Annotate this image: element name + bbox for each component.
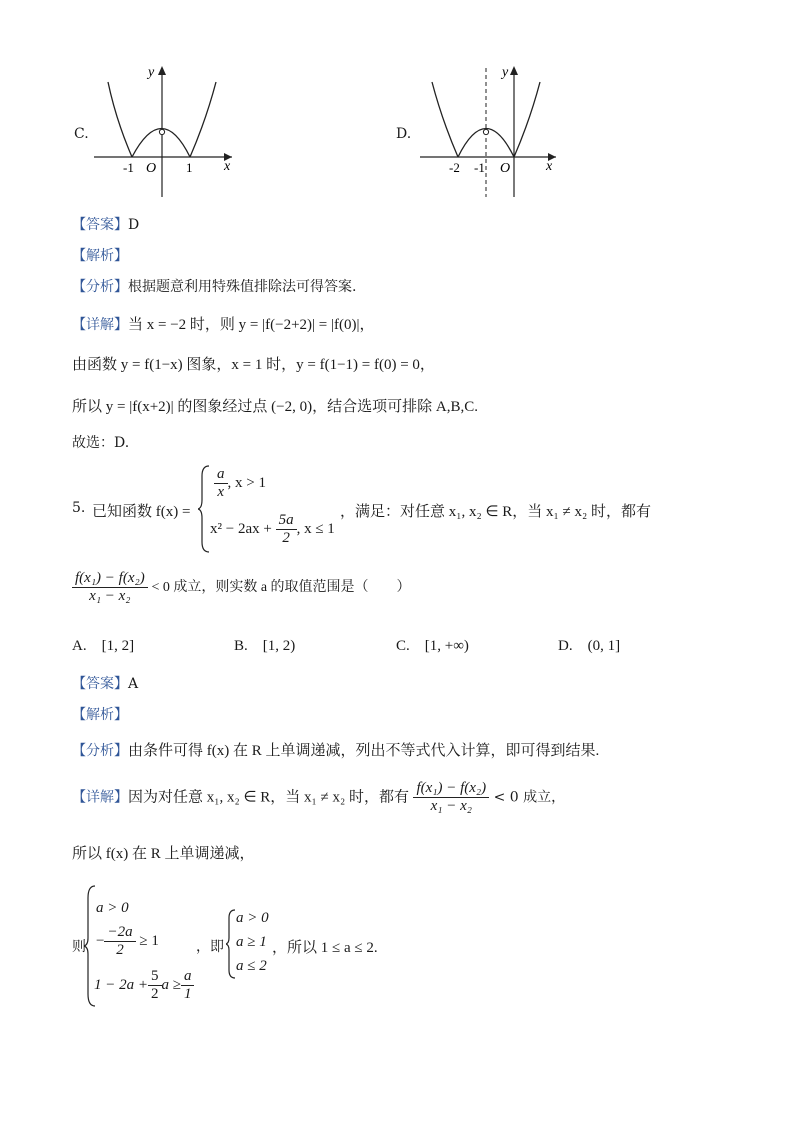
detail-frac-den: x₁ − x₂	[430, 798, 472, 814]
q5-stem-b: ，满足：对任意 x₁, x₂ ∈ R，当 x₁ ≠ x₂ 时，都有	[340, 504, 651, 520]
open-point	[159, 129, 164, 134]
ze-label: 则	[72, 939, 86, 955]
q5-condition-line	[72, 570, 411, 605]
origin-label: O	[500, 161, 511, 176]
answer-tag: 【答案】	[72, 217, 128, 233]
x-label: x	[224, 159, 231, 174]
detail-tag: 【详解】	[72, 317, 128, 333]
sys1-row-2-num: −2a	[104, 924, 135, 942]
fenxi-text: 根据题意利用特殊值排除法可得答案.	[128, 279, 357, 295]
piece-2-den: 2	[282, 530, 290, 546]
q5-fenxi-line	[72, 739, 599, 760]
piece-1-den: x	[217, 484, 225, 500]
q4-detail-line	[72, 313, 375, 334]
sys1-row-1: a > 0	[96, 900, 129, 916]
ji-label: ，即	[196, 939, 224, 955]
curve-right-branch	[190, 82, 216, 157]
sys2-row-3: a ≤ 2	[236, 958, 267, 974]
y-label: y	[148, 65, 155, 80]
y-axis-arrow	[158, 66, 166, 75]
tick-pos-label: 1	[186, 160, 193, 175]
answer-value: D	[128, 217, 140, 233]
option-a: A. [1, 2]	[72, 638, 135, 654]
answer-tag: 【答案】	[72, 676, 128, 692]
piece-2-left: x² − 2ax +	[210, 520, 272, 537]
option-d: D. (0, 1]	[558, 638, 621, 654]
tick-neg-label: -1	[123, 160, 134, 175]
sys1-row-2-den: 2	[116, 942, 124, 958]
tick-a-label: -2	[449, 160, 460, 175]
q5-number: 5.	[72, 500, 86, 516]
q5-line-mono: 所以 f(x) 在 R 上单调递减，	[72, 846, 255, 862]
fenxi-text: 由条件可得 f(x) 在 R 上单调递减，列出不等式代入计算，即可得到结果.	[128, 743, 600, 759]
answer-value: A	[128, 676, 139, 692]
piece-1-num: a	[214, 466, 228, 484]
analysis-tag: 【解析】	[72, 707, 128, 723]
analysis-tag: 【解析】	[72, 248, 128, 264]
sys1-row-2-pre: −	[96, 932, 105, 949]
sys1-row-3	[94, 968, 194, 1003]
q5-stem-a: 已知函数 f(x) =	[92, 504, 191, 520]
piece-2	[210, 512, 335, 547]
detail-b: < 0 成立，	[493, 789, 566, 806]
y-label: y	[502, 65, 509, 80]
q5-final: ，所以 1 ≤ a ≤ 2.	[272, 940, 378, 956]
graph-c	[90, 60, 240, 200]
curve-left-branch	[432, 82, 458, 157]
piecewise-brace	[198, 464, 210, 554]
detail-tag: 【详解】	[72, 789, 128, 806]
graph-d	[416, 60, 566, 200]
q4-answer-line	[72, 214, 139, 234]
piece-1-cond: , x > 1	[227, 474, 266, 491]
q5-stem-c: < 0 成立，则实数 a 的取值范围是（ ）	[151, 579, 411, 595]
q4-line-2: 由函数 y = f(1−x) 图象，x = 1 时，y = f(1−1) = f(0) = 0，	[72, 357, 435, 373]
tick-b-label: -1	[474, 160, 485, 175]
sys1-row-3-num2: a	[181, 968, 195, 986]
q5-detail-line	[72, 780, 565, 815]
y-axis-arrow	[510, 66, 518, 75]
option-b: B. [1, 2)	[234, 638, 296, 654]
sys1-row-3-den2: 1	[183, 986, 192, 1002]
sys1-row-3-pre: 1 − 2a +	[94, 976, 148, 993]
q4-fenxi-line	[72, 276, 356, 296]
option-c-label: C.	[74, 126, 89, 142]
piece-1	[214, 466, 266, 501]
fenxi-tag: 【分析】	[72, 743, 128, 759]
option-c: C. [1, +∞)	[396, 638, 469, 654]
fenxi-tag: 【分析】	[72, 279, 128, 295]
q4-conclusion: 故选：D.	[72, 435, 130, 451]
detail-frac-num: f(x₁) − f(x₂)	[413, 780, 489, 798]
sys1-row-3-mid: a ≥	[161, 976, 181, 993]
curve-left-branch	[108, 82, 132, 157]
detail-a: 因为对任意 x₁, x₂ ∈ R，当 x₁ ≠ x₂ 时，都有	[128, 789, 409, 806]
cond-num: f(x₁) − f(x₂)	[72, 570, 148, 588]
origin-label: O	[146, 161, 157, 176]
sys1-row-3-den: 2	[151, 986, 159, 1002]
detail-text: 当 x = −2 时，则 y = |f(−2+2)| = |f(0)|，	[128, 317, 375, 333]
sys2-row-2: a ≥ 1	[236, 934, 267, 950]
curve-right-branch	[514, 82, 540, 157]
x-label: x	[546, 159, 553, 174]
piece-2-num: 5a	[276, 512, 297, 530]
sys1-row-2	[96, 924, 159, 959]
system-2-brace	[226, 908, 236, 980]
sys2-row-1: a > 0	[236, 910, 269, 926]
cond-den: x₁ − x₂	[89, 588, 131, 604]
q5-answer-line	[72, 673, 138, 693]
q4-line-3: 所以 y = |f(x+2)| 的图象经过点 (−2, 0)，结合选项可排除 A,B,C.	[72, 399, 478, 415]
option-d-label: D.	[396, 126, 412, 142]
sys1-row-3-num: 5	[148, 968, 162, 986]
piece-2-cond: , x ≤ 1	[296, 520, 335, 537]
open-point	[483, 129, 488, 134]
sys1-row-2-post: ≥ 1	[139, 932, 159, 949]
